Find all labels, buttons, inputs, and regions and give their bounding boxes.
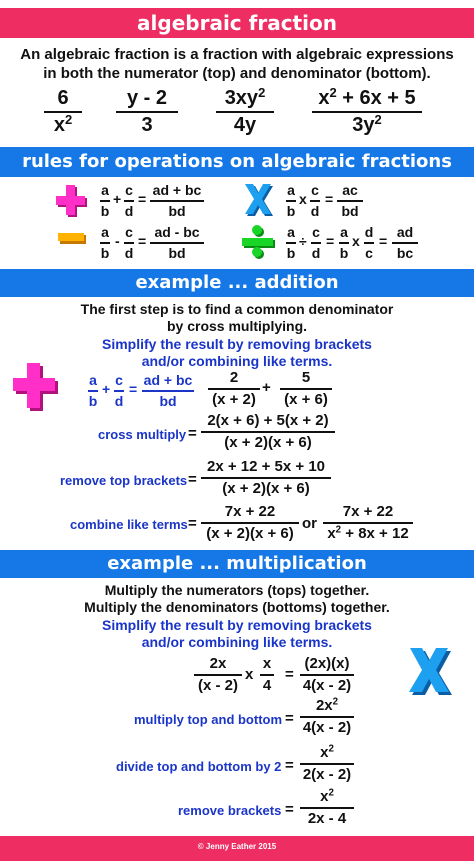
rule-mul-result: ac bd bbox=[337, 183, 363, 218]
addition-rule-fraction-2: c d bbox=[114, 372, 124, 409]
fraction-bar bbox=[339, 242, 349, 244]
equals-sign: = bbox=[285, 666, 294, 683]
times-sign: x bbox=[352, 233, 360, 249]
fraction-bar bbox=[194, 674, 242, 676]
rule-div-fraction-1: a b bbox=[286, 224, 296, 261]
multiply-top-and-bottom-fraction: $2x^2$ 4(x - 2) bbox=[300, 698, 354, 736]
fraction-bar bbox=[208, 388, 260, 390]
times-icon bbox=[243, 184, 275, 218]
fraction-bar bbox=[116, 111, 178, 113]
example-fraction-1: 6 $x^2$ bbox=[44, 88, 82, 136]
cross-multiply-label: cross multiply bbox=[98, 427, 187, 442]
intro-line-2: in both the numerator (top) and denominator (bottom). bbox=[43, 65, 431, 82]
rule-sub-fraction-2: c d bbox=[124, 224, 134, 261]
fraction-bar bbox=[364, 242, 374, 244]
plus-sign: + bbox=[113, 191, 122, 207]
divide-sign: ÷ bbox=[299, 233, 307, 249]
multiplication-line-1: Multiply the numerators (tops) together. bbox=[104, 582, 370, 598]
fraction-bar bbox=[88, 390, 98, 392]
equals-sign: = bbox=[188, 471, 197, 488]
multiplication-line-4: and/or combining like terms. bbox=[141, 634, 333, 650]
fraction-bar bbox=[114, 390, 124, 392]
plus-icon bbox=[55, 185, 89, 219]
plus-sign: + bbox=[102, 381, 111, 397]
combine-like-terms-fraction-alt: 7x + 22 $x^2 + 8x + 12$ bbox=[323, 504, 413, 542]
example-fraction-3: $3xy^2$ 4y bbox=[216, 88, 274, 136]
addition-line-4: and/or combining like terms. bbox=[141, 353, 333, 369]
addition-line-2: by cross multiplying. bbox=[166, 318, 308, 334]
equals-sign: = bbox=[285, 710, 294, 727]
fraction-bar bbox=[100, 242, 110, 244]
fraction-bar bbox=[150, 242, 204, 244]
addition-line-3: Simplify the result by removing brackets bbox=[102, 336, 372, 352]
equals-sign: = bbox=[285, 801, 294, 818]
fraction-bar bbox=[311, 242, 321, 244]
times-sign: x bbox=[245, 666, 254, 683]
remove-top-brackets-fraction: 2x + 12 + 5x + 10 (x + 2)(x + 6) bbox=[201, 459, 331, 497]
fraction-bar bbox=[201, 477, 331, 479]
rule-add-fraction-1: a b bbox=[100, 182, 110, 219]
multiplication-heading: example ... multiplication bbox=[107, 553, 367, 574]
fraction-bar bbox=[260, 674, 274, 676]
footer-bar bbox=[0, 836, 474, 861]
fraction-bar bbox=[216, 111, 274, 113]
equals-sign: = bbox=[285, 757, 294, 774]
equals-sign: = bbox=[129, 381, 138, 397]
fraction-bar bbox=[300, 763, 354, 765]
fraction-bar bbox=[286, 200, 296, 202]
rule-mul-fraction-2: c d bbox=[310, 182, 320, 219]
minus-icon bbox=[57, 231, 87, 245]
rule-sub-result: ad - bc bd bbox=[150, 225, 204, 260]
divide-top-and-bottom-label: divide top and bottom by 2 bbox=[116, 759, 282, 774]
remove-top-brackets-label: remove top brackets bbox=[60, 473, 188, 488]
equals-sign: = bbox=[188, 515, 197, 532]
fraction-bar bbox=[124, 242, 134, 244]
fraction-bar bbox=[150, 200, 204, 202]
multiplication-line-3: Simplify the result by removing brackets bbox=[102, 617, 372, 633]
plus-sign: + bbox=[262, 379, 271, 396]
multiplication-problem-fraction-2: x 4 bbox=[260, 656, 274, 694]
fraction-bar bbox=[100, 200, 110, 202]
equals-sign: = bbox=[138, 191, 147, 207]
remove-brackets-label: remove brackets bbox=[178, 803, 282, 818]
or-word: or bbox=[302, 515, 317, 532]
times-icon bbox=[408, 648, 454, 698]
equals-sign: = bbox=[326, 233, 335, 249]
example-fraction-4: $x^2 + 6x + 5$ $3y^2$ bbox=[312, 88, 422, 136]
equals-sign: = bbox=[325, 191, 334, 207]
addition-problem-fraction-1: 2 (x + 2) bbox=[208, 370, 260, 408]
fraction-bar bbox=[392, 242, 418, 244]
rules-heading: rules for operations on algebraic fractions bbox=[22, 151, 452, 172]
rule-div-fraction-3: a b bbox=[339, 224, 349, 261]
addition-line-1: The first step is to find a common denominator bbox=[80, 301, 394, 317]
fraction-bar bbox=[124, 200, 134, 202]
multiplication-problem-result: (2x)(x) 4(x - 2) bbox=[300, 656, 354, 694]
equals-sign: = bbox=[138, 233, 147, 249]
minus-sign: - bbox=[115, 233, 120, 249]
rule-div-fraction-4: d c bbox=[364, 224, 374, 261]
fraction-bar bbox=[300, 807, 354, 809]
fraction-bar bbox=[201, 431, 335, 433]
addition-rule-fraction-1: a b bbox=[88, 372, 98, 409]
addition-heading: example ... addition bbox=[135, 272, 339, 293]
fraction-bar bbox=[280, 388, 332, 390]
fraction-bar bbox=[300, 716, 354, 718]
rule-div-fraction-2: c d bbox=[311, 224, 321, 261]
example-fraction-2: y - 2 3 bbox=[116, 88, 178, 136]
fraction-bar bbox=[310, 200, 320, 202]
addition-heading-bar bbox=[0, 269, 474, 297]
addition-problem-fraction-2: 5 (x + 6) bbox=[280, 370, 332, 408]
fraction-bar bbox=[300, 674, 354, 676]
rule-div-result: ad bc bbox=[392, 225, 418, 260]
rule-mul-fraction-1: a b bbox=[286, 182, 296, 219]
intro-line-1: An algebraic fraction is a fraction with algebraic expressions bbox=[20, 46, 454, 63]
fraction-bar bbox=[142, 390, 194, 392]
equals-sign: = bbox=[188, 425, 197, 442]
fraction-bar bbox=[44, 111, 82, 113]
fraction-bar bbox=[337, 200, 363, 202]
combine-like-terms-label: combine like terms bbox=[70, 517, 188, 532]
rule-add-fraction-2: c d bbox=[124, 182, 134, 219]
addition-rule-result: ad + bc bd bbox=[143, 372, 193, 409]
divide-top-and-bottom-fraction: $x^2$ 2(x - 2) bbox=[300, 745, 354, 783]
fraction-bar bbox=[201, 522, 299, 524]
rules-heading-bar bbox=[0, 147, 474, 177]
multiply-top-and-bottom-label: multiply top and bottom bbox=[134, 712, 283, 727]
fraction-bar bbox=[312, 111, 422, 113]
combine-like-terms-fraction: 7x + 22 (x + 2)(x + 6) bbox=[201, 504, 299, 542]
cross-multiply-fraction: 2(x + 6) + 5(x + 2) (x + 2)(x + 6) bbox=[201, 413, 335, 451]
times-sign: x bbox=[299, 191, 307, 207]
remove-brackets-fraction: $x^2$ 2x - 4 bbox=[300, 789, 354, 827]
rule-add-result: ad + bc bd bbox=[150, 183, 204, 218]
divide-icon bbox=[241, 225, 275, 259]
equals-sign: = bbox=[379, 233, 388, 249]
copyright-text: © Jenny Eather 2015 bbox=[197, 842, 277, 851]
page-title: algebraic fraction bbox=[137, 11, 337, 35]
multiplication-line-2: Multiply the denominators (bottoms) together. bbox=[84, 599, 390, 615]
title-bar bbox=[0, 8, 474, 38]
fraction-bar bbox=[286, 242, 296, 244]
plus-icon bbox=[12, 362, 60, 414]
multiplication-heading-bar bbox=[0, 550, 474, 578]
rule-sub-fraction-1: a b bbox=[100, 224, 110, 261]
multiplication-problem-fraction-1: 2x (x - 2) bbox=[194, 656, 242, 694]
